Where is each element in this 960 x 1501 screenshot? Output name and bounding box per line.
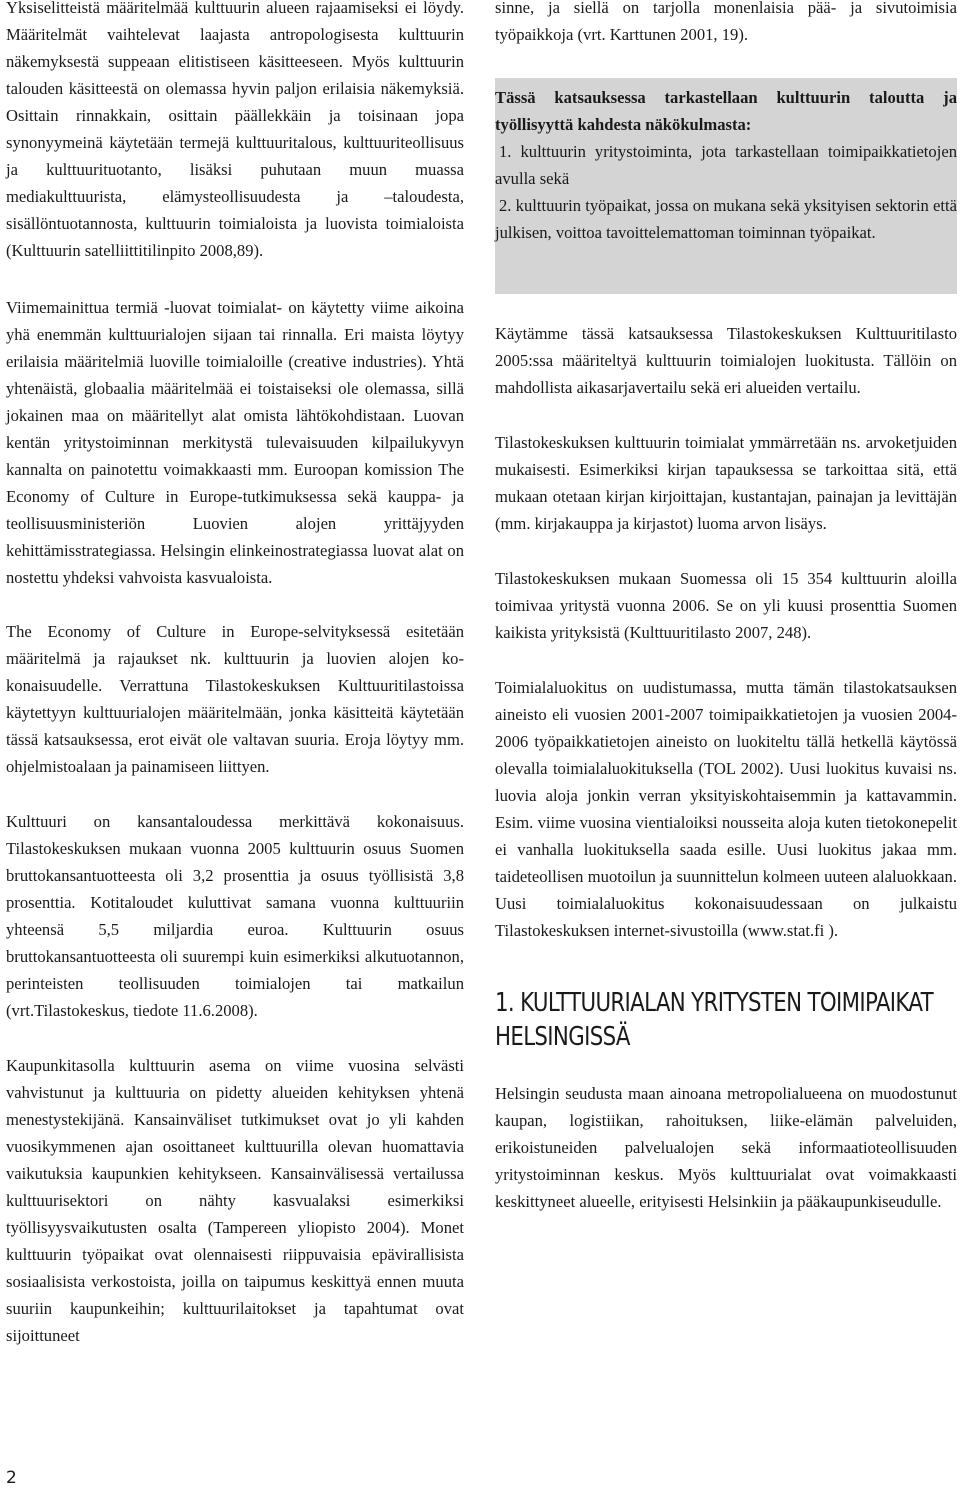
paragraph-economy-of-culture: The Economy of Culture in Europe-selvityksessä esitetään määritelmä ja rajaukset nk. kulttuurin ja luovien alojen kokonaisuudelle. Verrattuna Tilastokeskuksen Kulttuuritilastoissa käytettyyn kulttuurialojen määritelmään, jonka käsitteitä käytetään tässä katsauksessa, erot eivät ole valtavan suuria. Eroja löytyy mm. ohjelmistoalaan ja painamiseen liittyen. [6, 622, 464, 776]
section-heading: 1. KULTTUURIALAN YRITYSTEN TOIMIPAIKAT HELSINGISSÄ [495, 988, 934, 1052]
paragraph-national-economy: Kulttuuri on kansantaloudessa merkittävä kokonaisuus. Tilastokeskuksen mukaan vuonna 2005 kulttuurin osuus Suomen bruttokansantuotteesta oli 3,2 prosenttia ja osuus työllisistä 3,8 prosenttia. Kotitaloudet kuluttivat samana vuonna kulttuuriin yhteensä 5,5 miljardia euroa. Kulttuurin osuus bruttokansantuotteesta oli suurempi kuin esimerkiksi alkutuotannon, perinteisten teollisuuden toimialojen tai matkailun (vrt.Tilastokeskus, tiedote 11.6.2008). [6, 812, 464, 1020]
box-list-item: 2. kulttuurin työpaikat, jossa on mukana sekä yksityisen sektorin että julkisen, voittoa tavoittelemattoman toiminnan työpaikat. [495, 196, 957, 242]
left-column [6, 0, 464, 1349]
paragraph-definition: Yksiselitteistä määritelmää kulttuurin alueen rajaamiseksi ei löydy. Määritelmät vaihtelevat laajasta antropologisesta kulttuurin näkemyksestä suppeaan elitistiseen käsitteeseen. Myös kulttuurin talouden käsitteestä on olemassa hyvin paljon erilaisia näkemyksiä. Osittain rinnakkain, osittain päällekkäin ja toisinaan jopa synonyymeinä käytetään termejä kulttuuritalous, kulttuuriteollisuus ja kulttuurituotanto, lisäksi puhutaan muun muassa mediakulttuurista, elämysteollisuudesta ja –taloudesta, sisällöntuotannosta, kulttuurin toimialoista ja luovista toimialoista (Kulttuurin satelliittitilinpito 2008,89). [6, 0, 464, 260]
paragraph-classification: Käytämme tässä katsauksessa Tilastokeskuksen Kulttuuritilasto 2005:ssa määriteltyä kulttuurin toimialojen luokitusta. Tällöin on mahdollista aikasarjavertailu sekä eri alueiden vertailu. [495, 324, 957, 397]
page-number: 2 [6, 1468, 17, 1488]
paragraph-helsinki-region: Helsingin seudusta maan ainoana metropolialueena on muodostunut kaupan, logistiikan, rahoituksen, liike-elämän palveluiden, erikoistuneiden palvelualojen sekä informaatioteollisuuden yritystoiminnan keskus. Myös kulttuurialat ovat voimakkaasti keskittyneet alueelle, erityisesti Helsinkiin ja pääkaupunkiseudulle. [495, 1084, 957, 1211]
box-list [495, 138, 957, 246]
paragraph-continuation: sinne, ja siellä on tarjolla monenlaisia pää- ja sivutoimisia työpaikkoja (vrt. Karttunen 2001, 19). [495, 0, 957, 44]
paragraph-value-chains: Tilastokeskuksen kulttuurin toimialat ymmärretään ns. arvoketjuiden mukaisesti. Esimerkiksi kirjan tapauksessa se tarkoittaa sitä, että mukaan otetaan kirjan kirjoittajan, kustantajan, painajan ja levittäjän (mm. kirjakauppa ja kirjastot) luoma arvon lisäys. [495, 433, 957, 533]
right-column [495, 0, 957, 1215]
paragraph-city-level: Kaupunkitasolla kulttuurin asema on viime vuosina selvästi vahvistunut ja kulttuuria on pidetty alueiden kehityksen yhtenä menestystekijänä. Kansainväliset tutkimukset ovat jo yli kahden vuosikymmenen ajan osoittaneet kulttuurilla olevan huomattavia vaikutuksia kaupunkien kehitykseen. Kansainvälisessä vertailussa kulttuurisektori on nähty kasvualaksi esimerkiksi työllisyysvaikutusten osalta (Tampereen yliopisto 2004). Monet kulttuurin työpaikat ovat olennaisesti riippuvaisia epävirallisista sosiaalisista verkostoista, joilla on taipumus keskittyä ennen muuta suuriin kaupunkeihin; kulttuurilaitokset ja tapahtumat ovat sijoittuneet [6, 1056, 464, 1345]
box-list-item: 1. kulttuurin yritystoiminta, jota tarkastellaan toimipaikkatietojen avulla sekä [495, 142, 957, 188]
paragraph-company-count: Tilastokeskuksen mukaan Suomessa oli 15 354 kulttuurin aloilla toimivaa yritystä vuonna 2006. Se on yli kuusi prosenttia Suomen kaikista yrityksistä (Kulttuuritilasto 2007, 248). [495, 569, 957, 642]
box-title: Tässä katsauksessa tarkastellaan kulttuurin taloutta ja työllisyyttä kahdesta näkökulmasta: [495, 88, 957, 134]
paragraph-industry-classification: Toimialaluokitus on uudistumassa, mutta tämän tilastokatsauksen aineisto eli vuosien 2001-2007 toimipaikkatietojen ja vuosien 2004-2006 työpaikkatietojen aineisto on luokiteltu tällä hetkellä käytössä olevalla toimialaluokituksella (TOL 2002). Uusi luokitus kuvaisi ns. luovia aloja jonkin verran yksityiskohtaisemmin ja kattavammin. Esim. viime vuosina vientialoiksi nousseita aloja kuten tietokonepelit ei vanhalla luokituksella saada esille. Uusi luokitus jakaa mm. taideteollisen muotoilun ja suunnittelun kolmeen uuteen alaluokkaan. Uusi toimialaluokitus kokonaisuudessaan on julkaistu Tilastokeskuksen internet-sivustoilla (www.stat.fi ). [495, 678, 957, 940]
paragraph-creative-industries: Viimemainittua termiä -luovat toimialat- on käytetty viime aikoina yhä enemmän kulttuurialojen sijaan tai rinnalla. Eri maista löytyy erilaisia määritelmiä luoville toimialoille (creative industries). Yhtä yhtenäistä, globaalia määritelmää ei toistaiseksi ole olemassa, sillä jokainen maa on määritellyt alat omista lähtökohdistaan. Luovan kentän yritystoiminnan merkitystä tulevaisuuden kilpailukyvyn kannalta on painotettu voimakkaasti mm. Euroopan komission The Economy of Culture in Europe-tutkimuksessa sekä kauppa- ja teollisuusministeriön Luovien alojen yrittäjyyden kehittämisstrategiassa. Helsingin elinkeinostrategiassa luovat alat on nostettu yhdeksi vahvoista kasvualoista. [6, 298, 464, 587]
highlight-box [495, 78, 957, 294]
